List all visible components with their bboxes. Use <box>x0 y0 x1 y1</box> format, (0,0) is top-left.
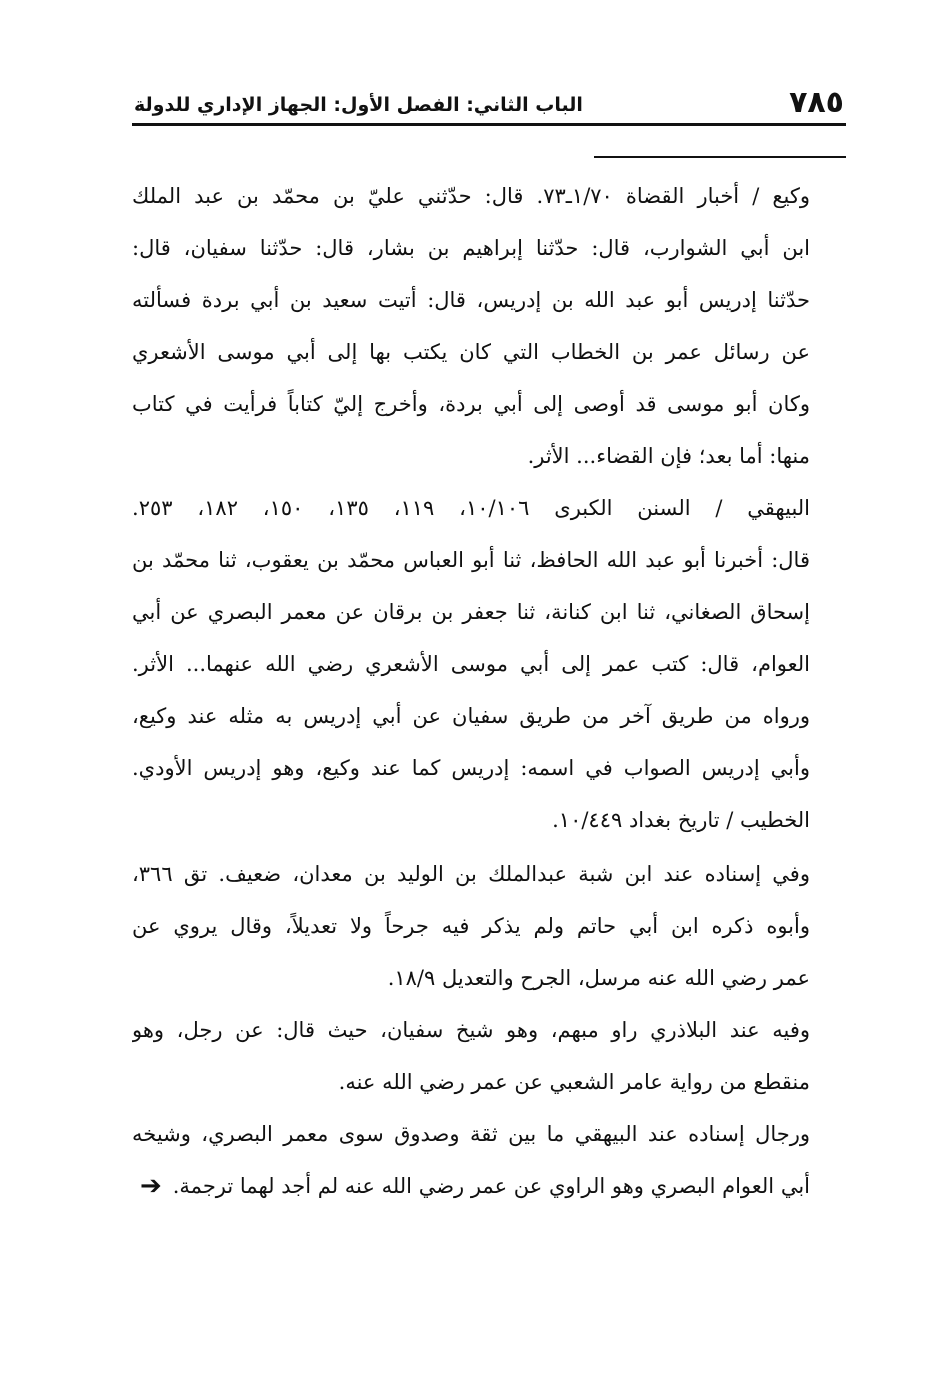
text-line: وأبي إدريس الصواب في اسمه: إدريس كما عند وكيع، وهو إدريس الأودي. <box>132 756 810 780</box>
page-header <box>134 82 846 122</box>
text-line: الخطيب / تاريخ بغداد ١٠/٤٤٩. <box>552 808 810 832</box>
text-line: العوام، قال: كتب عمر إلى أبي موسى الأشعري رضي الله عنهما... الأثر. <box>132 652 810 676</box>
text-line: قال: أخبرنا أبو عبد الله الحافظ، ثنا أبو العباس محمّد بن يعقوب، ثنا محمّد بن <box>132 548 810 572</box>
text-line: البيهقي / السنن الكبرى ١٠/١٠٦، ١١٩، ١٣٥، ١٥٠، ١٨٢، ٢٥٣. <box>132 496 810 520</box>
text-line: وكيع / أخبار القضاة ١/٧٠ـ٧٣. قال: حدّثني عليّ بن محمّد بن عبد الملك <box>132 184 810 208</box>
text-line: ورواه من طريق آخر من طريق سفيان عن أبي إدريس به مثله عند وكيع، <box>132 704 810 728</box>
text-line: ابن أبي الشوارب، قال: حدّثنا إبراهيم بن بشار، قال: حدّثنا سفيان، قال: <box>132 236 810 260</box>
text-line: أبي العوام البصري وهو الراوي عن عمر رضي الله عنه لم أجد لهما ترجمة. <box>172 1174 810 1198</box>
text-line: وأبوه ذكره ابن أبي حاتم ولم يذكر فيه جرحاً ولا تعديلاً، وقال يروي عن <box>132 914 810 938</box>
footnote-text-block <box>132 170 810 1212</box>
text-line: عن رسائل عمر بن الخطاب التي كان يكتب بها إلى أبي موسى الأشعري <box>132 340 810 364</box>
text-line: وفي إسناده عند ابن شبة عبدالملك بن الوليد بن معدان، ضعيف. تق ٣٦٦، <box>132 862 810 886</box>
text-line: عمر رضي الله عنه مرسل، الجرح والتعديل ١٨/٩. <box>387 966 810 990</box>
text-line: منها: أما بعد؛ فإن القضاء... الأثر. <box>527 444 810 468</box>
text-line: ورجال إسناده عند البيهقي ما بين ثقة وصدوق سوى معمر البصري، وشيخه <box>132 1122 810 1146</box>
header-rule <box>132 123 846 126</box>
text-line: إسحاق الصغاني، ثنا ابن كنانة، ثنا جعفر بن برقان عن معمر البصري عن أبي <box>132 600 810 624</box>
text-line: وكان أبو موسى قد أوصى إلى أبي بردة، وأخرج إليّ كتاباً فرأيت في كتاب <box>132 392 810 416</box>
text-line: منقطع من رواية عامر الشعبي عن عمر رضي الله عنه. <box>338 1070 810 1094</box>
text-line: وفيه عند البلاذري راو مبهم، وهو شيخ سفيان، حيث قال: عن رجل، وهو <box>132 1018 810 1042</box>
running-title: الباب الثاني: الفصل الأول: الجهاز الإداري للدولة <box>134 94 583 116</box>
footnote-separator-rule <box>594 156 846 158</box>
text-line: حدّثنا إدريس أبو عبد الله بن إدريس، قال: أتيت سعيد بن أبي بردة فسألته <box>132 288 810 312</box>
continuation-arrow-icon: ➔ <box>140 1171 162 1201</box>
page-number: ٧٨٥ <box>789 85 844 120</box>
